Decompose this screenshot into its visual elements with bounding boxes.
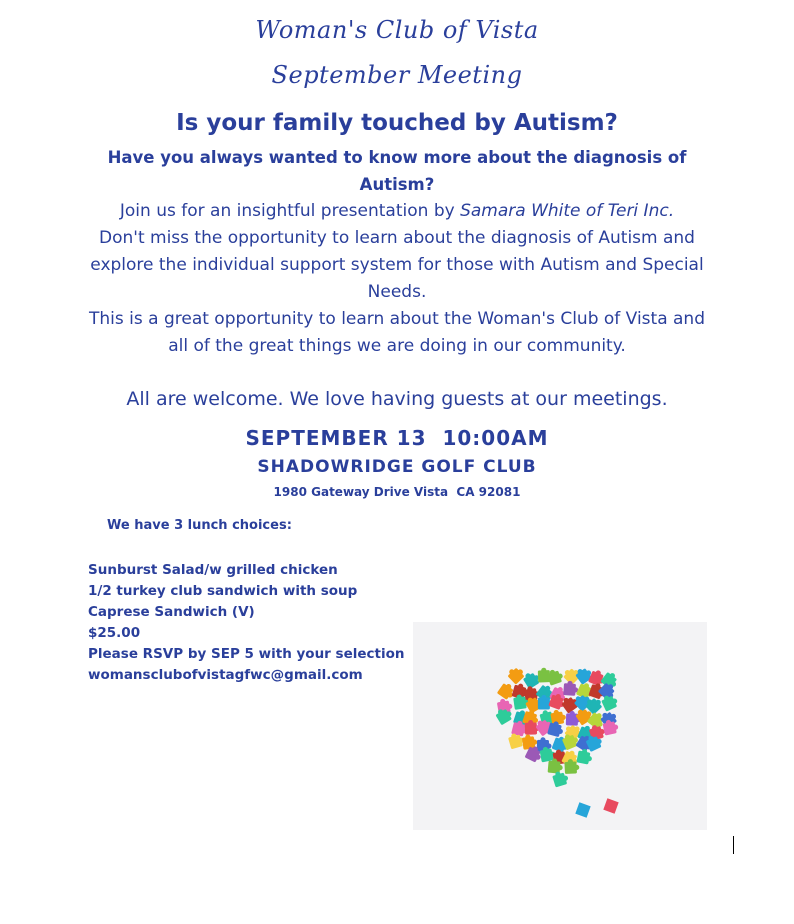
puzzle-heart-graphic	[413, 622, 707, 830]
date-time: SEPTEMBER 13 10:00AM	[245, 426, 549, 450]
presentation-text	[80, 198, 714, 225]
question-text: Have you always wanted to know more about the diagnosis of Autism?	[107, 148, 687, 194]
meeting-title: September Meeting	[271, 61, 523, 89]
puzzle-piece	[506, 664, 527, 685]
rsvp-email: womansclubofvistagfwc@gmail.com	[88, 667, 363, 683]
join-prefix: Join us for an insightful presentation by	[119, 201, 461, 221]
lunch-intro: We have 3 lunch choices:	[107, 518, 292, 533]
lunch-choice: Sunburst Salad/w grilled chicken	[88, 562, 338, 578]
rsvp-text: Please RSVP by SEP 5 with your selection	[88, 646, 405, 662]
presenter-name: Samara White of Teri Inc.	[460, 201, 675, 221]
welcome-text: All are welcome. We love having guests at our meetings.	[126, 388, 668, 410]
club-paragraph: This is a great opportunity to learn about the Woman's Club of Vista and all of the great things we are doing in our community.	[89, 309, 705, 356]
lunch-list	[88, 560, 405, 686]
puzzle-piece	[563, 681, 579, 697]
description-block	[80, 144, 714, 360]
lunch-choice: 1/2 turkey club sandwich with soup	[88, 583, 358, 599]
text-cursor	[733, 836, 734, 854]
puzzle-piece	[603, 798, 618, 813]
venue-name: SHADOWRIDGE GOLF CLUB	[257, 457, 537, 477]
venue-address: 1980 Gateway Drive Vista CA 92081	[273, 485, 521, 499]
lunch-choice: Caprese Sandwich (V)	[88, 604, 255, 620]
club-title: Woman's Club of Vista	[255, 16, 539, 44]
puzzle-piece	[575, 802, 590, 817]
headline: Is your family touched by Autism?	[176, 110, 618, 136]
puzzle-piece	[546, 667, 565, 686]
lunch-price: $25.00	[88, 625, 141, 641]
opportunity-paragraph: Don't miss the opportunity to learn about the diagnosis of Autism and explore the individual support system for those with Autism and Special Needs.	[90, 228, 704, 302]
puzzle-heart-image	[413, 622, 707, 830]
